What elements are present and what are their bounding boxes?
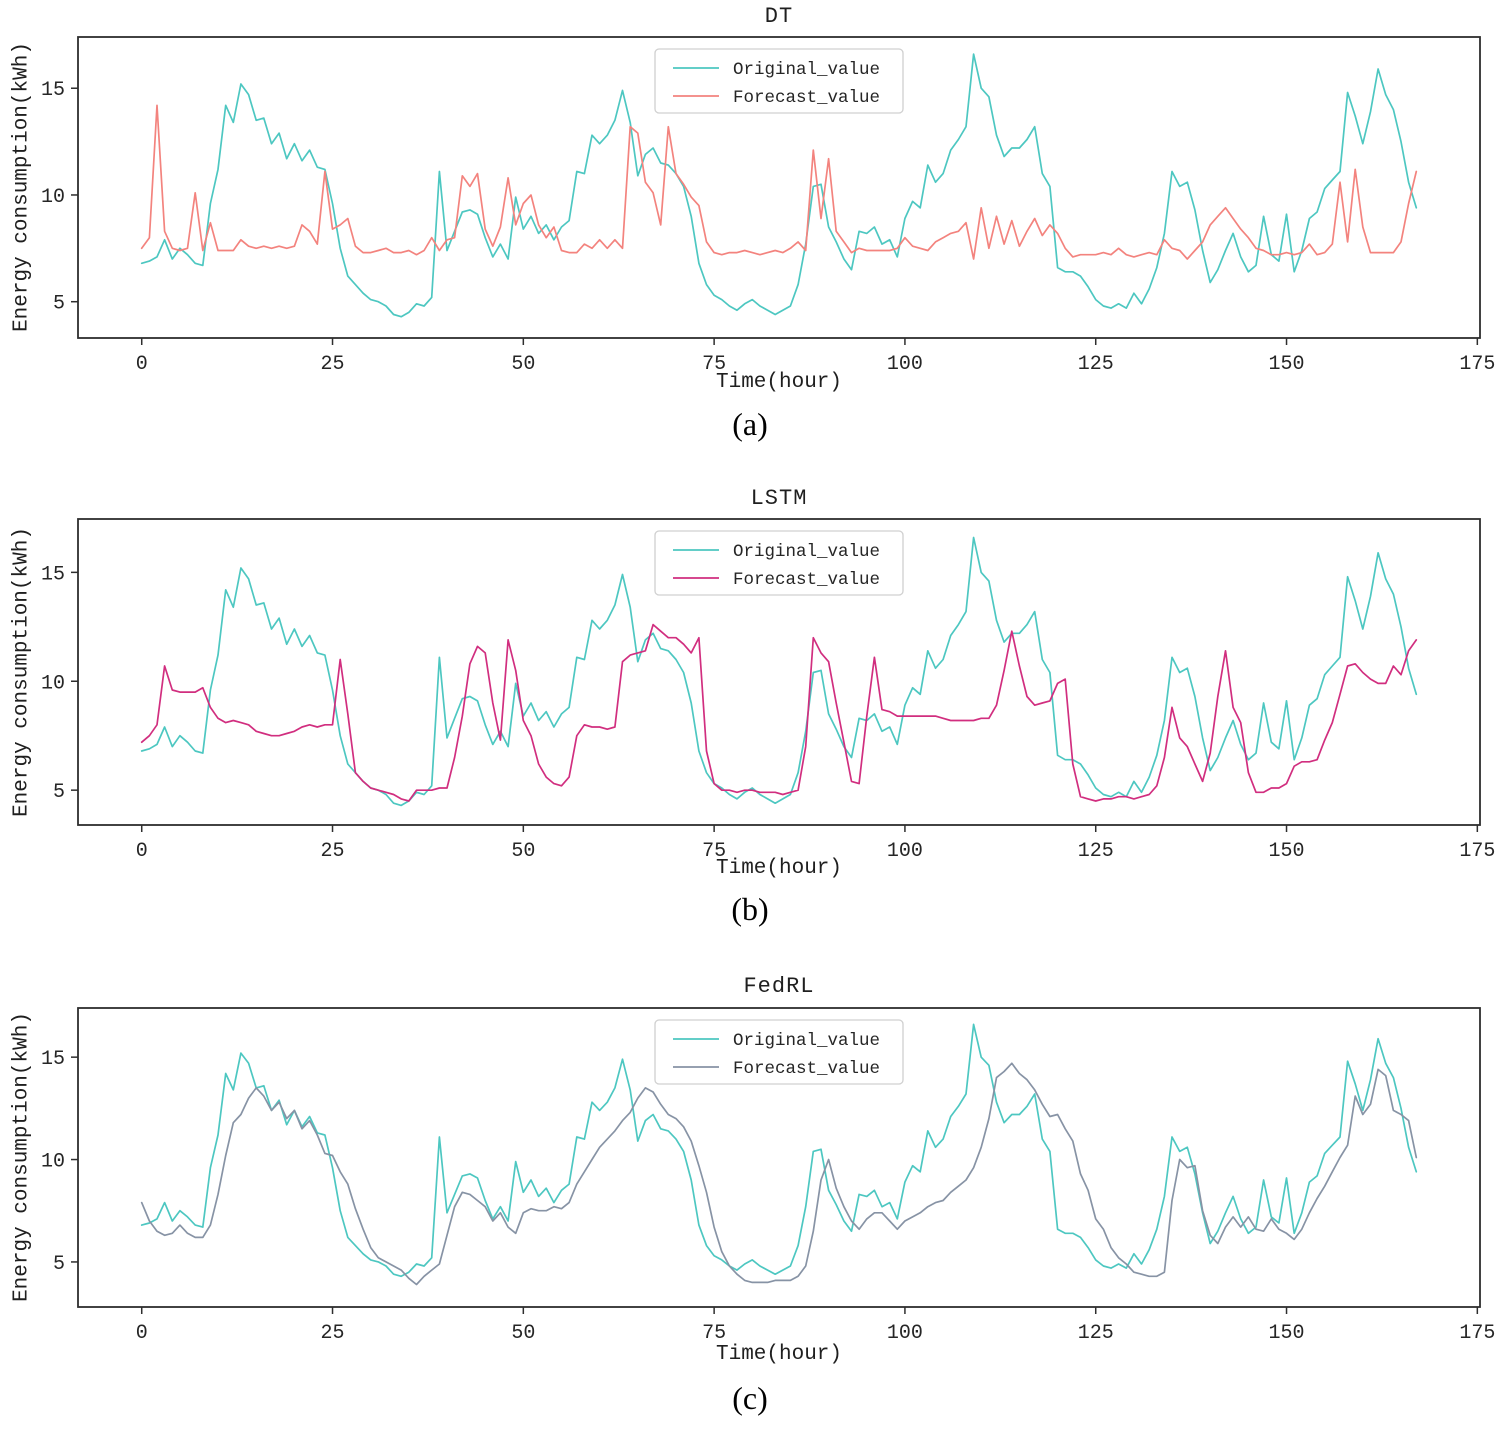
legend-label: Original_value [733,60,881,80]
y-tick-label: 15 [40,563,65,587]
x-tick-label: 0 [135,840,148,863]
legend-label: Forecast_value [733,88,881,108]
y-tick-label: 10 [40,185,65,209]
x-tick-label: 150 [1268,840,1305,863]
legend [655,1020,903,1084]
chart-lstm [41,519,1495,863]
x-tick-label: 150 [1268,353,1305,376]
chart-fedrl [41,1008,1495,1345]
y-tick-label: 15 [40,1048,65,1072]
legend-label: Forecast_value [733,1059,881,1079]
subfigure-label-b: (b) [731,891,769,927]
y-tick-label: 5 [52,292,65,316]
x-tick-label: 75 [702,353,727,376]
x-tick-label: 50 [511,840,536,863]
x-tick-label: 25 [320,840,345,863]
subfigure-label-c: (c) [732,1380,768,1416]
y-axis-label-b: Energy consumption(kWh) [10,527,34,817]
chart-title-fedrl: FedRL [743,974,815,999]
x-tick-label: 175 [1459,1322,1496,1345]
x-tick-label: 125 [1077,1322,1114,1345]
series-forecast_value [142,105,1417,259]
x-tick-label: 125 [1077,353,1114,376]
x-tick-label: 100 [886,1322,923,1345]
chart-title-lstm: LSTM [750,486,808,511]
x-tick-label: 50 [511,1322,536,1345]
x-tick-label: 75 [702,1322,727,1345]
y-tick-label: 5 [52,781,65,805]
x-tick-label: 150 [1268,1322,1305,1345]
x-tick-label: 50 [511,353,536,376]
subfigure-label-a: (a) [732,406,768,442]
chart-dt [41,37,1495,376]
x-tick-label: 25 [320,1322,345,1345]
x-tick-label: 75 [702,840,727,863]
x-tick-label: 0 [135,353,148,376]
x-axis-label-b: Time(hour) [715,857,843,880]
legend-label: Original_value [733,542,881,562]
x-tick-label: 125 [1077,840,1114,863]
y-tick-label: 10 [40,1150,65,1174]
x-tick-label: 175 [1459,840,1496,863]
x-tick-label: 175 [1459,353,1496,376]
y-tick-label: 15 [40,79,65,103]
legend-label: Original_value [733,1031,881,1051]
legend-label: Forecast_value [733,570,881,590]
y-tick-label: 5 [52,1252,65,1276]
y-axis-label-a: Energy consumption(kWh) [10,42,34,332]
y-tick-label: 10 [40,672,65,696]
x-tick-label: 100 [886,840,923,863]
x-axis-label-a: Time(hour) [715,371,843,394]
series-forecast_value [142,625,1417,801]
x-tick-label: 25 [320,353,345,376]
legend [655,49,903,113]
x-axis-label-c: Time(hour) [715,1343,843,1366]
x-tick-label: 0 [135,1322,148,1345]
x-tick-label: 100 [886,353,923,376]
legend [655,531,903,595]
chart-title-dt: DT [764,4,794,29]
y-axis-label-c: Energy consumption(kWh) [10,1012,34,1302]
